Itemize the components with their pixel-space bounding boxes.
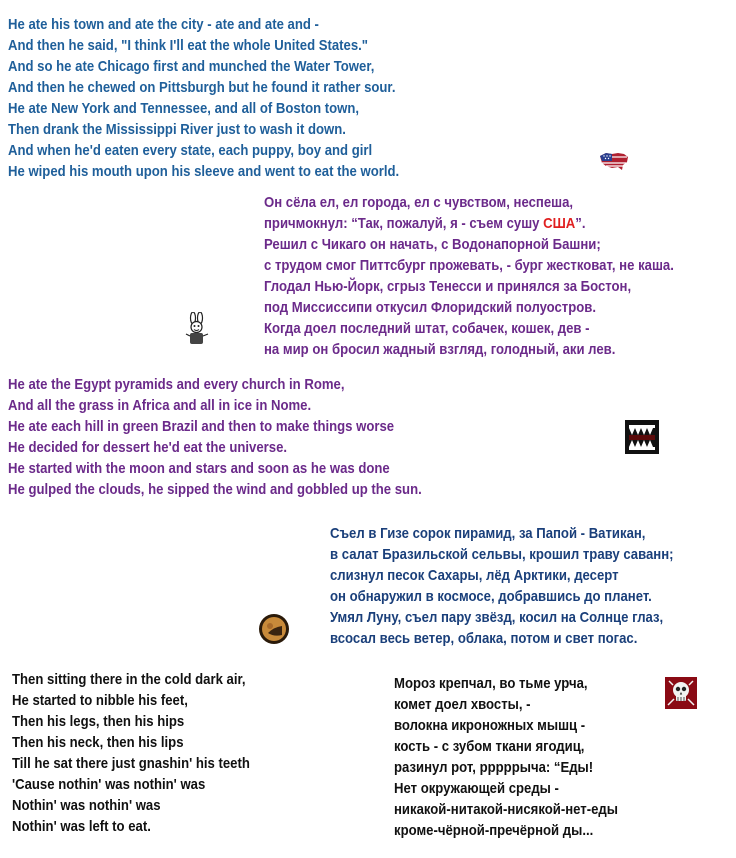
poem-line: 'Cause nothin' was nothin' was — [12, 777, 206, 793]
poem-line: He ate New York and Tennessee, and all of Boston town, — [8, 101, 360, 117]
poem-line: разинул рот, рррррыча: “Еды! — [394, 760, 594, 776]
skull-icon — [665, 677, 697, 709]
poem-line: слизнул песок Сахары, лёд Арктики, десерт — [330, 568, 619, 584]
poem-line: Then his neck, then his lips — [12, 735, 184, 751]
poem-line: кроме-чёрной-пречёрной ды... — [394, 823, 594, 839]
stanza-3 — [8, 375, 468, 501]
poem-line: And all the grass in Africa and all in ice in Nome. — [8, 398, 312, 414]
poem-line: комет доел хвосты, - — [394, 697, 531, 713]
poem-line: Мороз крепчал, во тьме урча, — [394, 676, 588, 692]
poem-line: Nothin' was left to eat. — [12, 819, 151, 835]
poem-line: в салат Бразильской сельвы, крошил траву саванн; — [330, 547, 674, 563]
poem-line: Till he sat there just gnashin' his teeth — [12, 756, 250, 772]
poem-line: волокна икроножных мышц - — [394, 718, 586, 734]
poem-line: с трудом смог Питтсбург прожевать, - бург жестковат, не каша. — [264, 258, 674, 274]
poem-line: He ate his town and ate the city - ate and ate and - — [8, 17, 319, 33]
poem-line: He gulped the clouds, he sipped the wind and gobbled up the sun. — [8, 482, 422, 498]
poem-line: And when he'd eaten every state, each puppy, boy and girl — [8, 143, 373, 159]
poem-line: And then he said, "I think I'll eat the whole United States." — [8, 38, 369, 54]
poem-line: Then drank the Mississippi River just to wash it down. — [8, 122, 346, 138]
rabbit-icon — [184, 312, 210, 346]
moon-icon — [258, 613, 290, 645]
poem-line: кость - с зубом ткани ягодиц, — [394, 739, 585, 755]
poem-line: He decided for dessert he'd eat the universe. — [8, 440, 288, 456]
poem-line: He ate the Egypt pyramids and every church in Rome, — [8, 377, 345, 393]
poem-line: под Миссиссипи откусил Флоридский полуостров. — [264, 300, 597, 316]
poem-line-text: причмокнул: “Так, пожалуй, я - съем сушу — [264, 216, 544, 232]
poem-line: Глодал Нью-Йорк, сгрыз Тенесси и принялся за Бостон, — [264, 279, 632, 295]
poem-line: He ate each hill in green Brazil and then to make things worse — [8, 419, 395, 435]
poem-line: And then he chewed on Pittsburgh but he found it rather sour. — [8, 80, 396, 96]
poem-line: Решил с Чикаго он начать, с Водонапорной Башни; — [264, 237, 601, 253]
poem-line: Когда доел последний штат, собачек, кошек, дев - — [264, 321, 590, 337]
poem-line: никакой-нитакой-нисякой-нет-еды — [394, 802, 618, 818]
poem-line: And so he ate Chicago first and munched the Water Tower, — [8, 59, 375, 75]
poem-line: Then his legs, then his hips — [12, 714, 185, 730]
stanza-4 — [330, 524, 712, 650]
poem-line — [264, 214, 674, 235]
poem-line: всосал весь ветер, облака, потом и свет погас. — [330, 631, 638, 647]
poem-line: He started to nibble his feet, — [12, 693, 188, 709]
stanza-1 — [8, 15, 443, 183]
poem-line: на мир он бросил жадный взгляд, голодный, аки лев. — [264, 342, 616, 358]
poem-line: Он сёла ел, ел города, ел с чувством, неспеша, — [264, 195, 574, 211]
poem-line: He wiped his mouth upon his sleeve and went to eat the world. — [8, 164, 400, 180]
poem-line: Then sitting there in the cold dark air, — [12, 672, 246, 688]
poem-line: Нет окружающей среды - — [394, 781, 559, 797]
poem-line: Умял Луну, съел пару звёзд, косил на Солнце глаз, — [330, 610, 664, 626]
usa-highlight: США — [543, 216, 576, 232]
poem-line: Nothin' was nothin' was — [12, 798, 161, 814]
stanza-2 — [264, 193, 719, 361]
usa-flag-map-icon — [598, 150, 630, 172]
poem-line: он обнаружил в космосе, добравшись до планет. — [330, 589, 652, 605]
stanza-6 — [394, 674, 643, 842]
poem-line-text: ”. — [575, 216, 586, 232]
poem-line: He started with the moon and stars and soon as he was done — [8, 461, 390, 477]
teeth-mouth-icon — [625, 420, 659, 454]
poem-line: Съел в Гизе сорок пирамид, за Папой - Ватикан, — [330, 526, 646, 542]
stanza-5 — [12, 670, 276, 838]
